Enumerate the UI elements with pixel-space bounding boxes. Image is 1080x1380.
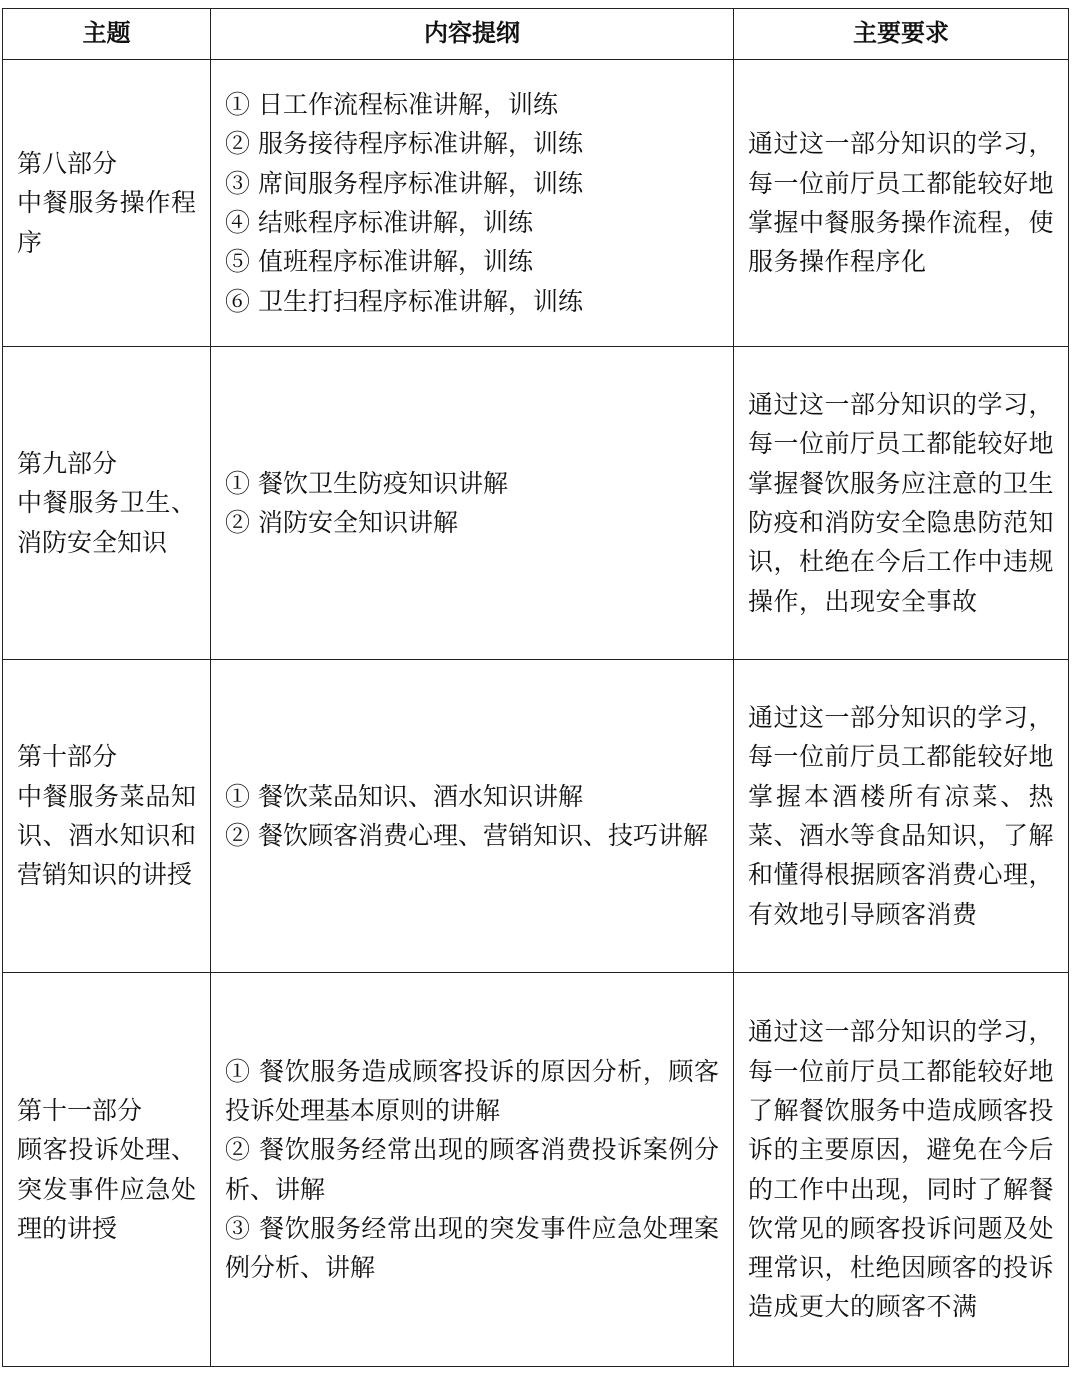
topic-cell bbox=[3, 973, 211, 1367]
outline-cell bbox=[211, 973, 734, 1367]
outline-item: ① 日工作流程标准讲解，训练 bbox=[225, 90, 558, 120]
outline-item: ③ 席间服务程序标准讲解，训练 bbox=[225, 168, 583, 198]
table-row bbox=[3, 60, 1069, 347]
outline-item: ① 餐饮卫生防疫知识讲解 bbox=[225, 468, 508, 498]
outline-item: ④ 结账程序标准讲解，训练 bbox=[225, 208, 533, 237]
header-outline: 内容提纲 bbox=[211, 9, 734, 60]
topic-part: 第九部分 bbox=[17, 449, 118, 479]
topic-part: 第十部分 bbox=[17, 742, 118, 772]
outline-item: ① 餐饮菜品知识、酒水知识讲解 bbox=[225, 781, 583, 811]
topic-cell bbox=[3, 660, 211, 973]
requirement-cell bbox=[734, 973, 1069, 1367]
topic-part: 第十一部分 bbox=[17, 1095, 143, 1125]
table-row bbox=[3, 660, 1069, 973]
training-outline-table bbox=[2, 8, 1069, 1367]
requirement-text: 通过这一部分知识的学习，每一位前厅员工都能较好地掌握中餐服务操作流程，使服务操作程序化 bbox=[748, 129, 1055, 277]
outline-item: ③ 餐饮服务经常出现的突发事件应急处理案例分析、讲解 bbox=[225, 1213, 719, 1283]
outline-item: ⑤ 值班程序标准讲解，训练 bbox=[225, 247, 533, 277]
outline-item: ② 消防安全知识讲解 bbox=[225, 508, 458, 537]
table-header-row bbox=[3, 9, 1069, 60]
table-row bbox=[3, 973, 1069, 1367]
outline-item: ② 服务接待程序标准讲解，训练 bbox=[225, 129, 583, 159]
requirement-cell bbox=[734, 60, 1069, 347]
outline-cell bbox=[211, 347, 734, 660]
outline-item: ② 餐饮服务经常出现的顾客消费投诉案例分析、讲解 bbox=[225, 1135, 719, 1204]
topic-name: 中餐服务菜品知识、酒水知识和营销知识的讲授 bbox=[17, 781, 196, 890]
table-row bbox=[3, 347, 1069, 660]
outline-item: ② 餐饮顾客消费心理、营销知识、技巧讲解 bbox=[225, 821, 708, 850]
requirement-cell bbox=[734, 660, 1069, 973]
requirement-cell bbox=[734, 347, 1069, 660]
outline-item: ⑥ 卫生打扫程序标准讲解，训练 bbox=[225, 286, 583, 316]
topic-name: 中餐服务操作程序 bbox=[17, 188, 196, 257]
topic-cell bbox=[3, 60, 211, 347]
topic-name: 中餐服务卫生、消防安全知识 bbox=[17, 488, 196, 557]
topic-cell bbox=[3, 347, 211, 660]
header-requirement: 主要要求 bbox=[734, 9, 1069, 60]
header-topic: 主题 bbox=[3, 9, 211, 60]
outline-cell bbox=[211, 660, 734, 973]
outline-item: ① 餐饮服务造成顾客投诉的原因分析，顾客投诉处理基本原则的讲解 bbox=[225, 1056, 719, 1125]
topic-part: 第八部分 bbox=[17, 149, 118, 179]
requirement-text: 通过这一部分知识的学习，每一位前厅员工都能较好地了解餐饮服务中造成顾客投诉的主要原因，避免在今后的工作中出现，同时了解餐饮常见的顾客投诉问题及处理常识，杜绝因顾客的投诉造成更大的顾客不满 bbox=[748, 1017, 1055, 1322]
requirement-text: 通过这一部分知识的学习，每一位前厅员工都能较好地掌握本酒楼所有凉菜、热菜、酒水等食品知识，了解和懂得根据顾客消费心理，有效地引导顾客消费 bbox=[748, 703, 1055, 929]
topic-name: 顾客投诉处理、突发事件应急处理的讲授 bbox=[17, 1135, 196, 1243]
outline-cell bbox=[211, 60, 734, 347]
requirement-text: 通过这一部分知识的学习，每一位前厅员工都能较好地掌握餐饮服务应注意的卫生防疫和消防安全隐患防范知识，杜绝在今后工作中违规操作，出现安全事故 bbox=[748, 390, 1055, 616]
